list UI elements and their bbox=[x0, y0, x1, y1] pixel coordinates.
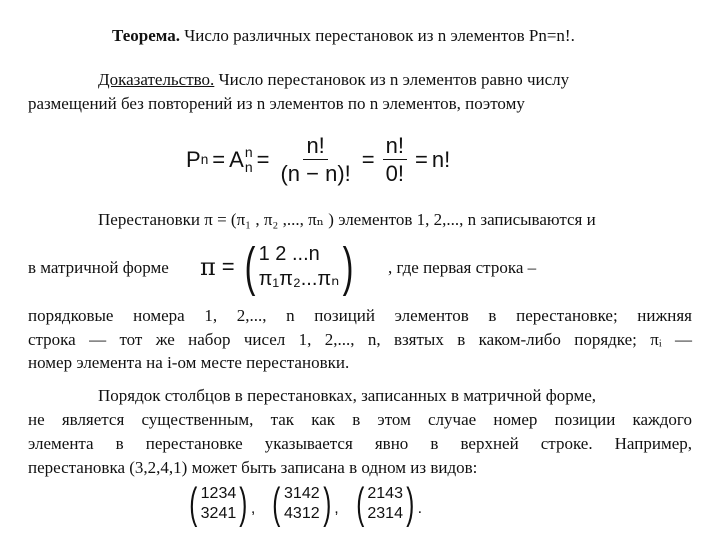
permutation-para-line-3: номер элемента на i-ом месте перестановки. bbox=[28, 353, 350, 372]
formula-eq-1: = bbox=[212, 146, 226, 172]
example-3-sep: . bbox=[417, 500, 423, 517]
order-line-3: элемента в перестановке указывается явно в верхней строке. Например, bbox=[28, 434, 692, 453]
formula-p-sub: n bbox=[200, 152, 209, 168]
example-matrix-2: ( 3142 4312 ) , bbox=[272, 479, 339, 528]
example-matrix-1: ( 1234 3241 ) , bbox=[189, 479, 256, 528]
example-1-sep: , bbox=[250, 500, 256, 517]
matrix-eq: = bbox=[221, 254, 235, 279]
example-2-top: 3142 bbox=[284, 485, 320, 502]
proof-label: Доказательство. bbox=[98, 70, 215, 89]
order-line-4: перестановка (3,2,4,1) может быть записана в одном из видов: bbox=[28, 458, 478, 477]
formula-p: P bbox=[186, 146, 201, 172]
matrix-right-paren: ) bbox=[342, 237, 354, 297]
example-2-bottom: 4312 bbox=[284, 505, 320, 522]
formula-eq-2: = bbox=[256, 146, 270, 172]
permutation-matrix bbox=[200, 237, 357, 297]
formula-fraction-2 bbox=[383, 134, 407, 185]
matrix-pi: π bbox=[200, 253, 216, 281]
proof-line1-rest: Число перестановок из n элементов равно числу bbox=[214, 70, 570, 89]
formula-eq-3: = bbox=[361, 146, 375, 172]
permutation-para-line-2: строка — тот же набор чисел 1, 2,..., n, взятых в каком-либо порядке; πᵢ — bbox=[28, 330, 692, 349]
matrix-top-row: 1 2 ...n bbox=[258, 243, 320, 265]
fraction-2-numerator: n! bbox=[383, 134, 407, 160]
theorem-text: Число различных перестановок из n элементов Pn=n!. bbox=[179, 26, 575, 45]
formula-result: n! bbox=[431, 146, 451, 172]
example-1-top: 1234 bbox=[200, 485, 237, 502]
formula-a-sub: n bbox=[244, 158, 253, 175]
proof-line-1 bbox=[98, 70, 569, 90]
example-matrix-3: ( 2143 2314 ) . bbox=[356, 479, 423, 528]
formula-a-letter: A bbox=[229, 146, 244, 172]
formula-a-sup: n bbox=[244, 143, 253, 160]
matrix-body bbox=[259, 242, 340, 292]
fraction-1-numerator: n! bbox=[303, 134, 327, 160]
fraction-2-denominator: 0! bbox=[385, 161, 404, 187]
examples-row bbox=[186, 479, 423, 528]
formula-eq-4: = bbox=[415, 146, 428, 172]
theorem-line bbox=[112, 26, 575, 46]
theorem-label: Теорема. bbox=[112, 26, 180, 45]
proof-line-2: размещений без повторений из n элементов по n элементов, поэтому bbox=[28, 94, 525, 113]
permutation-para-line-1: порядковые номера 1, 2,..., n позиций элементов в перестановке; нижняя bbox=[28, 306, 692, 325]
formula-a bbox=[229, 145, 252, 174]
example-2-sep: , bbox=[334, 500, 339, 517]
order-line-1: Порядок столбцов в перестановках, записанных в матричной форме, bbox=[98, 386, 597, 405]
example-1-bottom: 3241 bbox=[200, 505, 237, 522]
example-3-bottom: 2314 bbox=[367, 505, 403, 522]
matrix-bottom-row: π₁π₂...πₙ bbox=[258, 268, 340, 290]
formula-permutations bbox=[186, 134, 450, 185]
formula-fraction-1 bbox=[277, 134, 353, 185]
order-line-2: не является существенным, так как в этом случае номер позиции каждого bbox=[28, 410, 692, 429]
example-3-top: 2143 bbox=[367, 485, 403, 502]
permutation-line-1: Перестановки π = (π₁ , π₂ ,..., πₙ ) элементов 1, 2,..., n записываются и bbox=[98, 210, 596, 229]
fraction-1-denominator: (n − n)! bbox=[280, 161, 351, 187]
matrix-suffix: , где первая строка – bbox=[388, 258, 537, 277]
matrix-left-paren: ( bbox=[244, 237, 256, 297]
matrix-prefix: в матричной форме bbox=[28, 258, 169, 277]
